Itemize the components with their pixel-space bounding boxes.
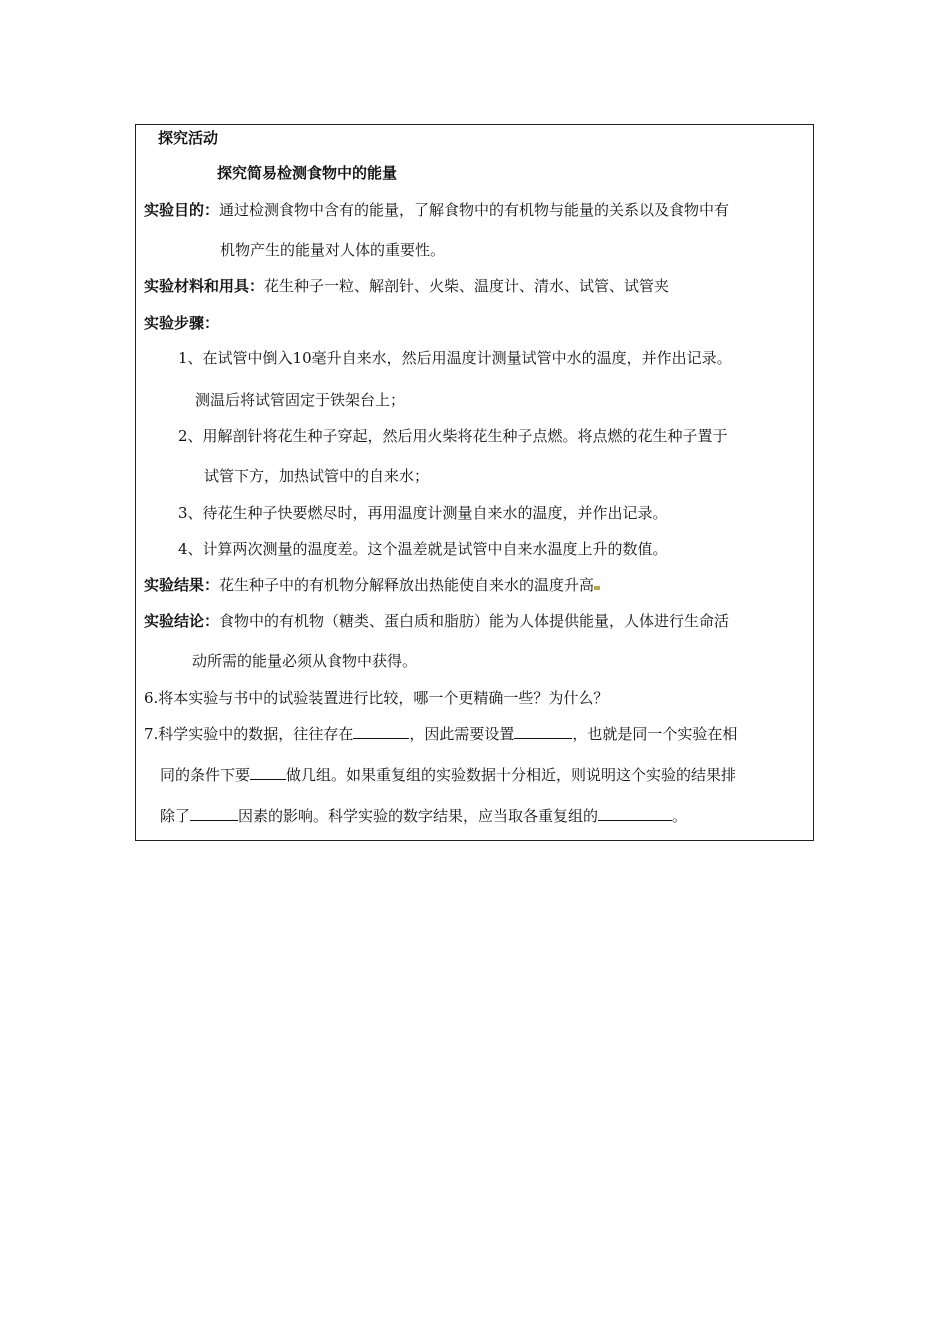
result-line	[144, 575, 600, 595]
step-2-line-2: 试管下方，加热试管中的自来水；	[204, 467, 430, 485]
q7-text-3: ，也就是同一个实验在相	[572, 725, 738, 743]
blank-4	[190, 806, 238, 821]
q7-text-8: 。	[672, 807, 688, 825]
q7-text-7: 因素的影响。科学实验的数字结果，应当取各重复组的	[238, 807, 599, 825]
purpose-text-1: 通过检测食物中含有的能量，了解食物中的有机物与能量的关系以及食物中有	[219, 201, 730, 219]
conclusion-text-2: 动所需的能量必须从食物中获得。	[192, 652, 418, 670]
q7-text-6: 除了	[160, 807, 191, 825]
q7-text-5: 做几组。如果重复组的实验数据十分相近，则说明这个实验的结果排	[286, 766, 737, 784]
materials-line	[144, 276, 669, 296]
steps-label: 实验步骤：	[144, 314, 220, 332]
q7-text-2: ，因此需要设置	[409, 725, 515, 743]
question-7-line-2	[160, 765, 736, 785]
question-6: 6.将本实验与书中的试验装置进行比较，哪一个更精确一些？为什么？	[144, 689, 609, 707]
blank-5	[598, 806, 672, 821]
q7-text-4: 同的条件下要	[160, 766, 251, 784]
step-4: 4、计算两次测量的温度差。这个温差就是试管中自来水温度上升的数值。	[178, 540, 668, 558]
step-2-line-1: 2、用解剖针将花生种子穿起，然后用火柴将花生种子点燃。将点燃的花生种子置于	[178, 427, 728, 445]
step-3: 3、待花生种子快要燃尽时，再用温度计测量自来水的温度，并作出记录。	[178, 504, 668, 522]
edit-mark	[594, 586, 600, 590]
conclusion-text-1: 食物中的有机物（糖类、蛋白质和脂肪）能为人体提供能量，人体进行生命活	[219, 612, 730, 630]
blank-3	[250, 765, 286, 780]
question-7-line-3	[160, 806, 687, 826]
step-1-line-2: 测温后将试管固定于铁架台上；	[195, 391, 406, 409]
result-label: 实验结果：	[144, 576, 220, 594]
conclusion-line-1	[144, 611, 729, 631]
blank-1	[353, 724, 409, 739]
conclusion-label: 实验结论：	[144, 612, 220, 630]
purpose-text-2: 机物产生的能量对人体的重要性。	[220, 241, 446, 259]
question-7-line-1	[144, 724, 737, 744]
section-title: 探究简易检测食物中的能量	[217, 164, 398, 182]
purpose-label: 实验目的：	[144, 201, 220, 219]
result-text: 花生种子中的有机物分解释放出热能使自来水的温度升高	[219, 576, 595, 594]
blank-2	[514, 724, 572, 739]
materials-text: 花生种子一粒、解剖针、火柴、温度计、清水、试管、试管夹	[264, 277, 670, 295]
purpose-line-1	[144, 200, 729, 220]
step-1-line-1: 1、在试管中倒入10毫升自来水，然后用温度计测量试管中水的温度，并作出记录。	[178, 349, 732, 367]
materials-label: 实验材料和用具：	[144, 277, 265, 295]
section-heading: 探究活动	[158, 129, 219, 147]
q7-text-1: 7.科学实验中的数据，往往存在	[144, 725, 354, 743]
